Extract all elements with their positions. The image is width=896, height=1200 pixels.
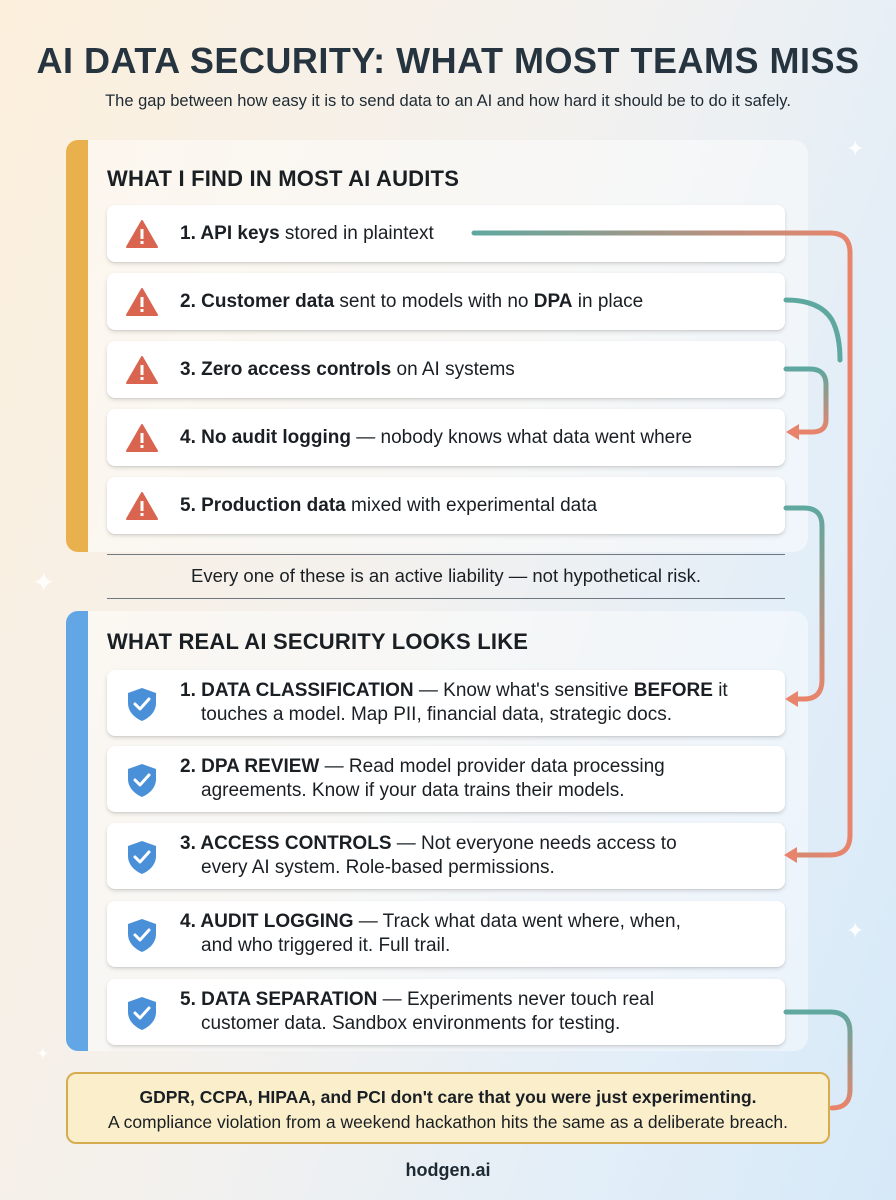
warning-icon	[125, 423, 159, 453]
shield-check-icon	[125, 762, 159, 798]
divider	[107, 554, 785, 555]
audit-accent-bar	[66, 140, 88, 552]
audit-section-heading: WHAT I FIND IN MOST AI AUDITS	[107, 166, 460, 191]
security-practice-text: 1. DATA CLASSIFICATION — Know what's sensitive BEFORE it touches a model. Map PII, financial data, strategic docs.	[180, 680, 728, 725]
compliance-callout	[66, 1072, 830, 1144]
security-practice-card	[107, 670, 785, 736]
audit-finding-card	[107, 341, 785, 398]
divider	[107, 598, 785, 599]
callout-headline: GDPR, CCPA, HIPAA, and PCI don't care that you were just experimenting.	[139, 1087, 757, 1107]
audit-finding-card	[107, 477, 785, 534]
audit-finding-text: 4. No audit logging — nobody knows what data went where	[180, 427, 693, 448]
audit-finding-text: 1. API keys stored in plaintext	[180, 223, 434, 244]
page-title: AI DATA SECURITY: WHAT MOST TEAMS MISS	[36, 40, 860, 81]
security-practice-card	[107, 823, 785, 889]
shield-check-icon	[125, 839, 159, 875]
shield-check-icon	[125, 917, 159, 953]
security-practice-card	[107, 746, 785, 812]
page-subtitle: The gap between how easy it is to send data to an AI and how hard it should be to do it safely.	[105, 92, 791, 110]
sparkle-icon: ✦	[36, 1046, 50, 1063]
sparkle-icon: ✦	[846, 918, 865, 943]
sparkle-icon: ✦	[32, 567, 56, 598]
security-practice-text: 4. AUDIT LOGGING — Track what data went where, when, and who triggered it. Full trail.	[180, 911, 681, 956]
shield-check-icon	[125, 995, 159, 1031]
audit-finding-text: 5. Production data mixed with experimental data	[180, 495, 598, 516]
warning-icon	[125, 219, 159, 249]
security-practice-text: 3. ACCESS CONTROLS — Not everyone needs access to every AI system. Role-based permissions.	[180, 833, 677, 878]
liability-note: Every one of these is an active liability — not hypothetical risk.	[190, 565, 702, 586]
security-practice-card	[107, 979, 785, 1045]
warning-icon	[125, 287, 159, 317]
audit-finding-text: 3. Zero access controls on AI systems	[180, 359, 515, 380]
warning-icon	[125, 355, 159, 385]
sparkle-icon: ✦	[846, 136, 865, 161]
security-practice-card	[107, 901, 785, 967]
warning-icon	[125, 491, 159, 521]
audit-finding-card	[107, 205, 785, 262]
security-practice-text: 5. DATA SEPARATION — Experiments never touch real customer data. Sandbox environments for testing.	[180, 989, 655, 1034]
callout-body: A compliance violation from a weekend hackathon hits the same as a deliberate breach.	[108, 1112, 788, 1132]
footer-brand: hodgen.ai	[405, 1160, 491, 1180]
audit-finding-text: 2. Customer data sent to models with no DPA in place	[180, 291, 644, 312]
audit-finding-card	[107, 273, 785, 330]
security-practice-text: 2. DPA REVIEW — Read model provider data processing agreements. Know if your data trains their models.	[180, 756, 665, 801]
security-accent-bar	[66, 611, 88, 1051]
shield-check-icon	[125, 686, 159, 722]
security-section-heading: WHAT REAL AI SECURITY LOOKS LIKE	[107, 629, 529, 654]
audit-finding-card	[107, 409, 785, 466]
